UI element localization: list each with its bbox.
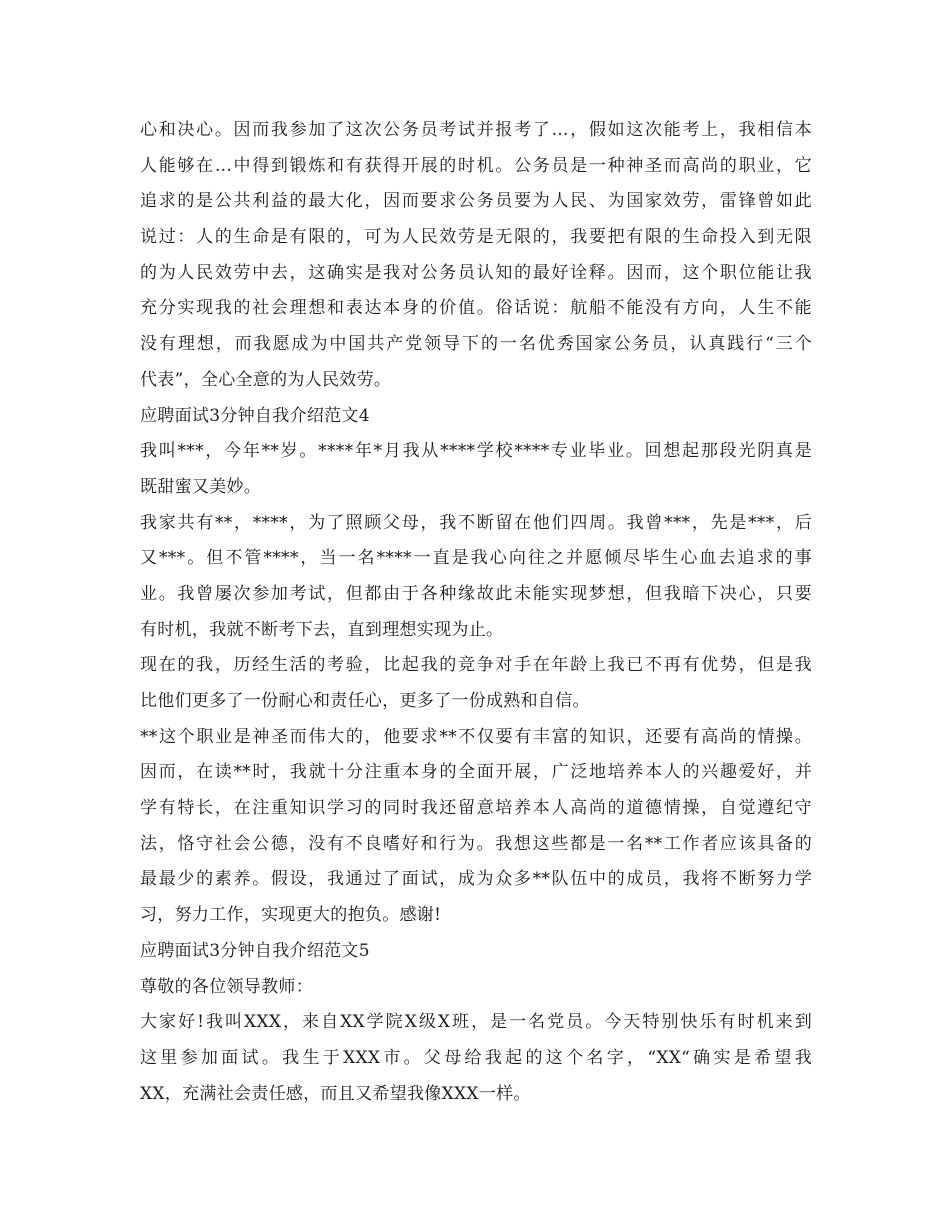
text-line: 我家共有**，****，为了照顾父母，我不断留在他们四周。我曾***，先是***，后	[140, 512, 812, 533]
text-line: 这里参加面试。我生于XXX市。父母给我起的这个名字，“XX“确实是希望我	[140, 1047, 812, 1068]
text-line: 追求的是公共利益的最大化，因而要求公务员要为人民、为国家效劳，雷锋曾如此	[140, 191, 812, 212]
text-line: 既甜蜜又美妙。	[140, 476, 262, 497]
text-line: 学有特长，在注重知识学习的同时我还留意培养本人高尚的道德情操，自觉遵纪守	[140, 798, 812, 819]
text-line: XX，充满社会责任感，而且又希望我像XXX一样。	[140, 1083, 531, 1104]
document-body	[140, 113, 812, 1112]
text-line: **这个职业是神圣而伟大的，他要求**不仅要有丰富的知识，还要有高尚的情操。	[140, 726, 812, 747]
text-line: 的为人民效劳中去，这确实是我对公务员认知的最好诠释。因而，这个职位能让我	[140, 262, 812, 283]
text-line: 我叫***，今年**岁。****年*月我从****学校****专业毕业。回想起那段光阴真是	[140, 441, 812, 462]
text-line: 充分实现我的社会理想和表达本身的价值。俗话说：航船不能没有方向，人生不能	[140, 298, 812, 319]
text-line: 现在的我，历经生活的考验，比起我的竞争对手在年龄上我已不再有优势，但是我	[140, 655, 812, 676]
text-line: 比他们更多了一份耐心和责任心，更多了一份成熟和自信。	[140, 691, 590, 711]
text-line: 大家好!我叫XXX，来自XX学院X级X班，是一名党员。今天特别快乐有时机来到	[140, 1012, 812, 1033]
text-line: 应聘面试3分钟自我介绍范文5	[140, 940, 370, 961]
text-line: 代表”，全心全意的为人民效劳。	[140, 369, 392, 390]
text-line: 最最少的素养。假设，我通过了面试，成为众多**队伍中的成员，我将不断努力学	[140, 869, 812, 890]
text-line: 因而，在读**时，我就十分注重本身的全面开展，广泛地培养本人的兴趣爱好，并	[140, 762, 812, 783]
text-line: 尊敬的各位领导教师：	[140, 976, 313, 997]
text-line: 有时机，我就不断考下去，直到理想实现为止。	[140, 619, 504, 640]
text-line: 习，努力工作，实现更大的抱负。感谢!	[140, 905, 442, 926]
text-line: 人能够在…中得到锻炼和有获得开展的时机。公务员是一种神圣而高尚的职业，它	[140, 155, 812, 176]
text-line: 法，恪守社会公德，没有不良嗜好和行为。我想这些都是一名**工作者应该具备的	[140, 833, 812, 854]
text-line: 又***。但不管****，当一名****一直是我心向往之并愿倾尽毕生心血去追求的事	[140, 548, 812, 569]
text-line: 没有理想，而我愿成为中国共产党领导下的一名优秀国家公务员，认真践行“三个	[140, 334, 812, 355]
text-line: 应聘面试3分钟自我介绍范文4	[140, 405, 370, 426]
text-line: 业。我曾屡次参加考试，但都由于各种缘故此未能实现梦想，但我暗下决心，只要	[140, 583, 812, 604]
text-line: 说过：人的生命是有限的，可为人民效劳是无限的，我要把有限的生命投入到无限	[140, 227, 812, 248]
text-line: 心和决心。因而我参加了这次公务员考试并报考了…，假如这次能考上，我相信本	[140, 120, 812, 140]
